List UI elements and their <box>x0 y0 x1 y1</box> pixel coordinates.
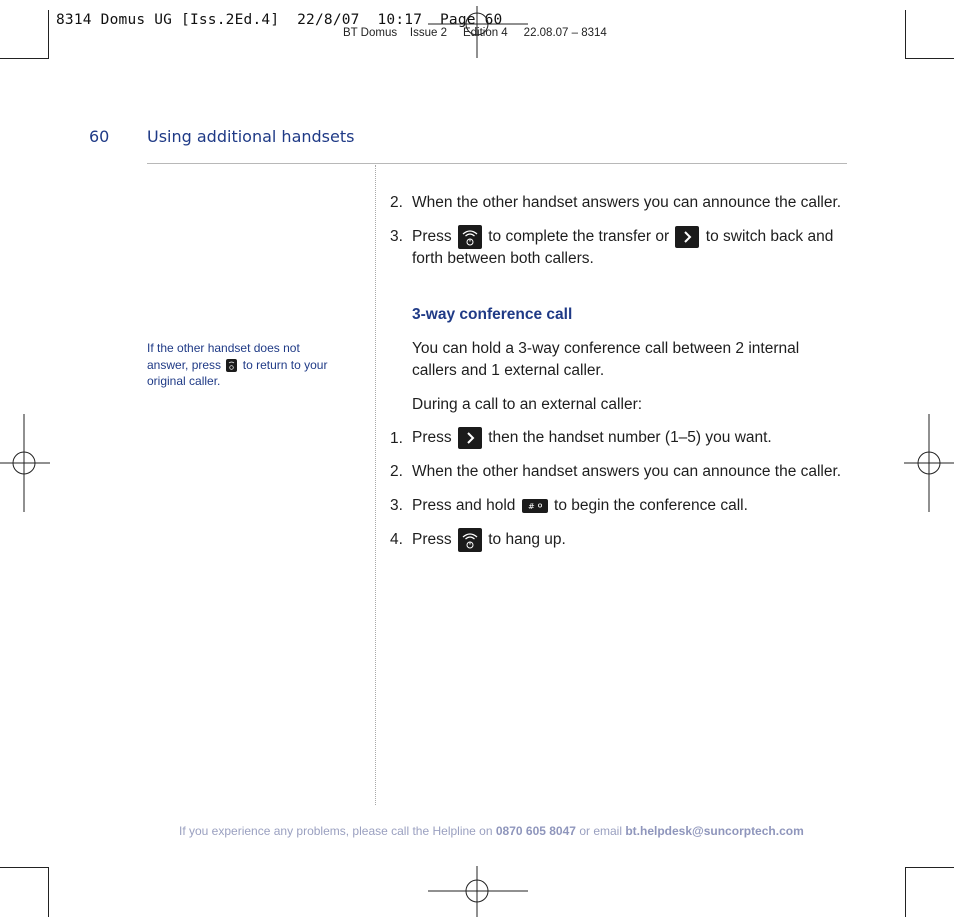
handset-key-icon <box>226 359 237 372</box>
step-text-part: Press <box>412 228 452 246</box>
conference-heading: 3-way conference call <box>412 306 573 323</box>
printer-slug-sub: BT Domus Issue 2 Edition 4 22.08.07 – 8314 <box>343 27 607 39</box>
step-text-part: to complete the transfer or <box>488 228 670 246</box>
registration-mark-left <box>0 414 50 512</box>
conference-intro-line: You can hold a 3-way conference call between 2 internal <box>412 340 800 357</box>
conference-lead: During a call to an external caller: <box>412 396 643 413</box>
page-number: 60 <box>89 127 110 146</box>
footer-helpline <box>179 824 804 838</box>
step-text: When the other handset answers you can announce the caller. <box>412 463 842 480</box>
conference-intro-line: callers and 1 external caller. <box>412 362 605 379</box>
footer-text: or email <box>579 824 622 838</box>
step-text-part: to switch back and <box>705 228 834 246</box>
registration-mark-bottom <box>428 866 528 917</box>
right-arrow-key-icon <box>675 226 699 248</box>
registration-mark-right <box>904 414 954 512</box>
step-text <box>412 528 566 552</box>
note-line: original caller. <box>147 374 221 388</box>
printer-slug: 8314 Domus UG [Iss.2Ed.4] 22/8/07 10:17 Page 60 <box>56 12 503 28</box>
note-text-part: to return to your <box>242 357 328 372</box>
step-text <box>412 427 772 449</box>
step-text: When the other handset answers you can announce the caller. <box>412 194 842 211</box>
step-text-part: Press <box>412 531 452 549</box>
sidebar-note <box>147 340 347 390</box>
note-line <box>147 357 347 374</box>
step-text <box>412 497 748 515</box>
helpline-phone: 0870 605 8047 <box>495 824 576 838</box>
section-title: Using additional handsets <box>147 127 355 146</box>
header-divider <box>147 163 847 164</box>
hash-key-icon <box>522 499 548 513</box>
step-text <box>412 225 833 249</box>
step-number: 3. <box>390 497 403 514</box>
note-text-part: answer, press <box>147 357 222 372</box>
step-text-part: Press and hold <box>412 497 516 514</box>
step-number: 4. <box>390 531 403 548</box>
note-line: If the other handset does not <box>147 341 300 355</box>
step-text-continued: forth between both callers. <box>412 250 594 267</box>
step-text-part: to begin the conference call. <box>554 497 748 514</box>
step-number: 3. <box>390 228 403 245</box>
step-number: 1. <box>390 430 403 447</box>
registration-mark-top <box>428 6 528 58</box>
step-number: 2. <box>390 463 403 480</box>
column-divider <box>375 165 376 805</box>
svg-text:#: # <box>527 501 535 511</box>
right-arrow-key-icon <box>458 427 482 449</box>
footer-text: If you experience any problems, please call the Helpline on <box>179 824 493 838</box>
step-text-part: to hang up. <box>488 531 566 549</box>
talk-key-icon <box>458 225 482 249</box>
step-number: 2. <box>390 194 403 211</box>
talk-key-icon <box>458 528 482 552</box>
step-text-part: then the handset number (1–5) you want. <box>488 429 772 447</box>
step-text-part: Press <box>412 429 452 447</box>
helpline-email: bt.helpdesk@suncorptech.com <box>625 824 804 838</box>
